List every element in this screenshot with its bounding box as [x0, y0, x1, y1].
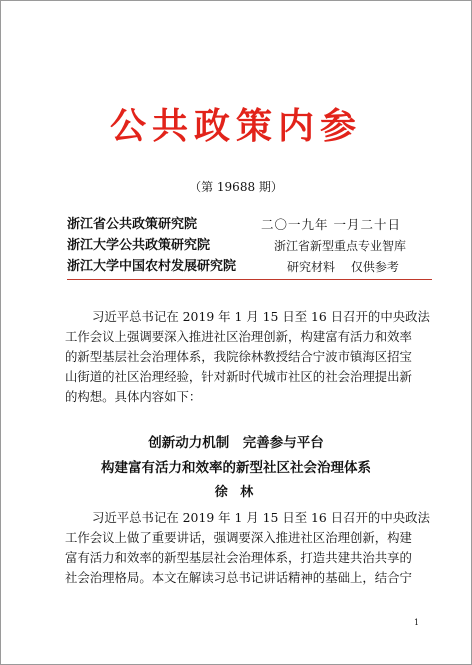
circulation-note: 研究材料 仅供参考 — [287, 260, 399, 274]
article-title-line-1: 创新动力机制 完善参与平台 — [148, 435, 324, 451]
article-title-line-2: 构建富有活力和效率的新型社区社会治理体系 — [101, 460, 371, 476]
body-paragraph — [65, 508, 430, 588]
page-number: 1 — [414, 618, 420, 627]
issue-date: 二〇一九年 一月二十日 — [261, 217, 401, 232]
think-tank-label: 浙江省新型重点专业智库 — [274, 239, 407, 253]
publisher-2: 浙江大学公共政策研究院 — [67, 238, 211, 253]
body-line: 社会治理格局。本文在解读习总书记讲话精神的基础上，结合宁 — [65, 570, 412, 585]
header-divider — [67, 279, 432, 280]
body-line: 工作会议上做了重要讲话，强调要深入推进社区治理创新，构建 — [65, 530, 412, 545]
intro-line: 工作会议上强调要深入推进社区治理创新，构建富有活力和效率 — [65, 329, 412, 344]
intro-line: 习近平总书记在 2019 年 1 月 15 日至 16 日召开的中央政法 — [92, 309, 430, 324]
body-line: 习近平总书记在 2019 年 1 月 15 日至 16 日召开的中央政法 — [92, 510, 430, 525]
intro-line: 的新型基层社会治理体系，我院徐林教授结合宁波市镇海区招宝 — [65, 349, 412, 364]
publisher-3: 浙江大学中国农村发展研究院 — [67, 259, 237, 274]
publisher-1: 浙江省公共政策研究院 — [67, 217, 198, 232]
intro-paragraph — [65, 307, 430, 407]
intro-line: 的构想。具体内容如下： — [65, 389, 202, 404]
issue-number: （第 19688 期） — [189, 180, 283, 194]
masthead-title: 公共政策内参 — [109, 105, 362, 147]
body-line: 富有活力和效率的新型基层社会治理体系，打造共建共治共享的 — [65, 550, 412, 565]
intro-line: 山街道的社区治理经验，针对新时代城市社区的社会治理提出新 — [65, 369, 412, 384]
author-name: 徐 林 — [214, 485, 258, 500]
